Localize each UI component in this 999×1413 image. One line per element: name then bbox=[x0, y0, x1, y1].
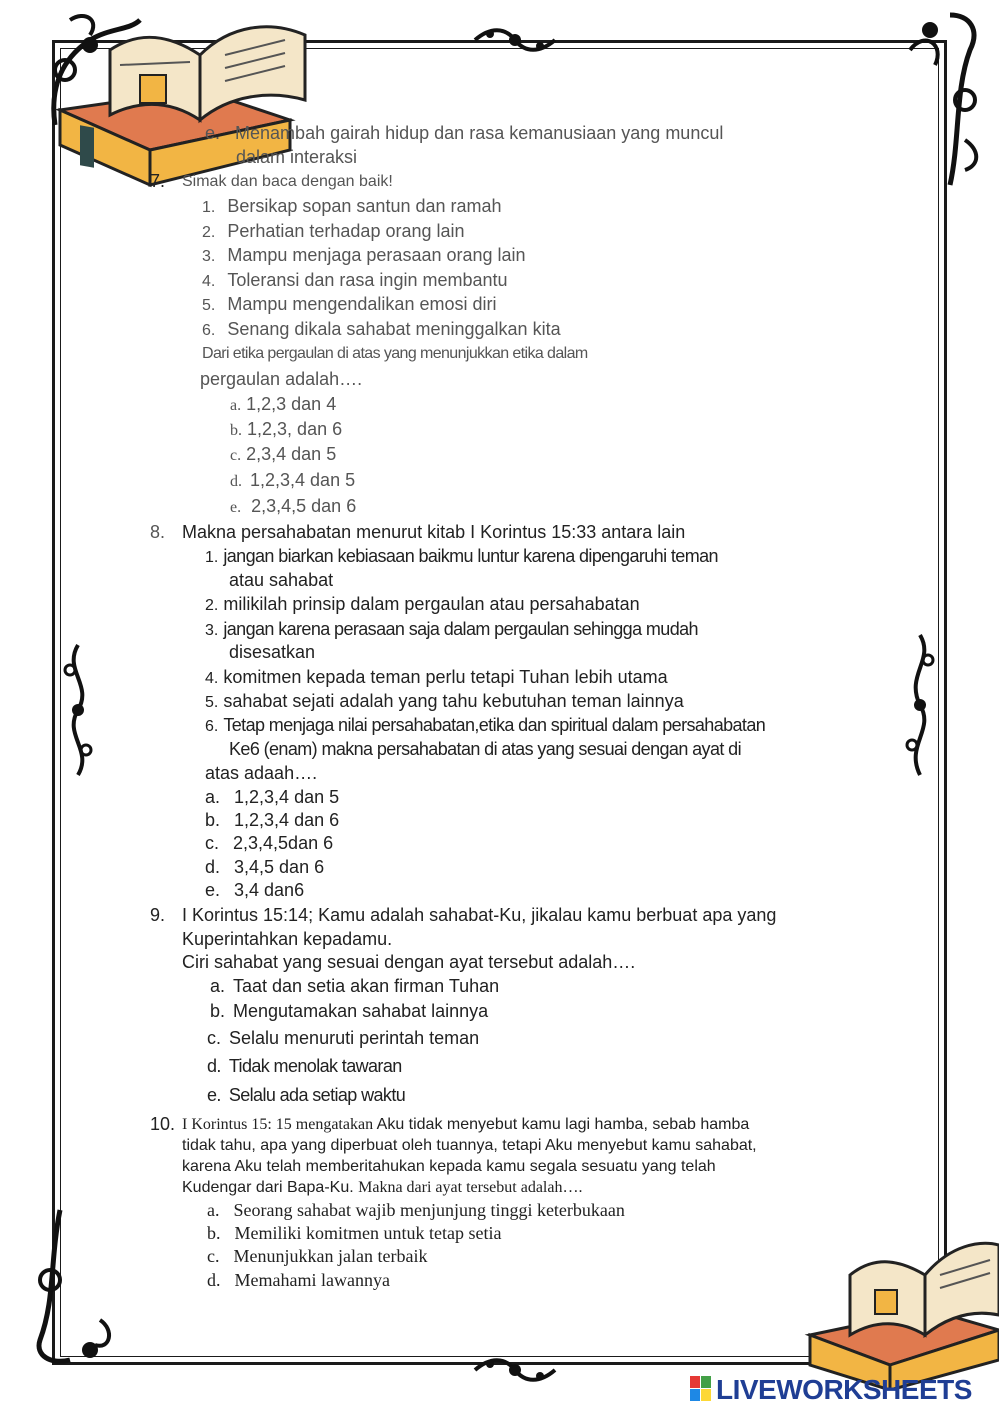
q10-option[interactable]: a. Seorang sahabat wajib menjunjung tinggi keterbukaan bbox=[207, 1200, 625, 1220]
q8-number: 8. bbox=[150, 522, 166, 542]
corner-ornament-bottom-left bbox=[20, 1200, 140, 1370]
q7-item: 4. Toleransi dan rasa ingin membantu bbox=[202, 270, 508, 290]
q8-option[interactable]: c. 2,3,4,5dan 6 bbox=[205, 833, 334, 853]
q7-option[interactable]: e. 2,3,4,5 dan 6 bbox=[230, 496, 357, 516]
q9-line2: Kuperintahkan kepadamu. bbox=[182, 929, 393, 949]
q8-item: 1. jangan biarkan kebiasaan baikmu luntur karena dipengaruhi teman bbox=[205, 546, 718, 566]
q7-option[interactable]: a. 1,2,3 dan 4 bbox=[230, 394, 337, 414]
q8-item-continued: atau sahabat bbox=[229, 570, 334, 590]
q8-option[interactable]: d. 3,4,5 dan 6 bbox=[205, 857, 325, 877]
top-center-ornament bbox=[470, 22, 560, 58]
q7-number: 7. bbox=[150, 171, 166, 191]
q9-option[interactable]: e. Selalu ada setiap waktu bbox=[207, 1085, 406, 1105]
q7-prompt: Simak dan baca dengan baik! bbox=[182, 173, 393, 190]
q8-item: 3. jangan karena perasaan saja dalam pergaulan sehingga mudah bbox=[205, 619, 698, 639]
option-text: Menambah gairah hidup dan rasa kemanusiaan yang muncul bbox=[235, 123, 724, 143]
q8-question-line1: Ke6 (enam) makna persahabatan di atas yang sesuai dengan ayat di bbox=[229, 739, 741, 759]
q7-item: 6. Senang dikala sahabat meninggalkan kita bbox=[202, 319, 561, 339]
q8-item: 2. milikilah prinsip dalam pergaulan atau persahabatan bbox=[205, 594, 640, 614]
q9-option[interactable]: c. Selalu menuruti perintah teman bbox=[207, 1028, 480, 1048]
q7-option[interactable]: c. 2,3,4 dan 5 bbox=[230, 444, 337, 464]
q9-line1: I Korintus 15:14; Kamu adalah sahabat-Ku, jikalau kamu berbuat apa yang bbox=[182, 905, 777, 925]
q8-item-continued: disesatkan bbox=[229, 642, 316, 662]
q10-line3: karena Aku telah memberitahukan kepada kamu segala sesuatu yang telah bbox=[182, 1158, 716, 1175]
q7-option[interactable]: b. 1,2,3, dan 6 bbox=[230, 419, 343, 439]
q9-option[interactable]: b. Mengutamakan sahabat lainnya bbox=[210, 1001, 489, 1021]
q8-option[interactable]: a. 1,2,3,4 dan 5 bbox=[205, 787, 340, 807]
option-letter: e. bbox=[205, 123, 221, 143]
q8-prompt: Makna persahabatan menurut kitab I Korintus 15:33 antara lain bbox=[182, 522, 686, 542]
q9-option[interactable]: a. Taat dan setia akan firman Tuhan bbox=[210, 976, 500, 996]
q8-item: 6. Tetap menjaga nilai persahabatan,etika dan spiritual dalam persahabatan bbox=[205, 715, 766, 735]
right-side-ornament bbox=[900, 630, 940, 780]
q8-option[interactable]: e. 3,4 dan6 bbox=[205, 880, 305, 900]
q7-option[interactable]: d. 1,2,3,4 dan 5 bbox=[230, 470, 356, 490]
q8-question-line2: atas adaah…. bbox=[205, 763, 318, 783]
q8-item: 5. sahabat sejati adalah yang tahu kebutuhan teman lainnya bbox=[205, 691, 684, 711]
left-side-ornament bbox=[58, 640, 98, 780]
q6-option-e-continued: dalam interaksi bbox=[236, 147, 358, 167]
q6-option-e bbox=[205, 122, 723, 144]
q7-question-line2: pergaulan adalah…. bbox=[200, 369, 363, 389]
q8-item: 4. komitmen kepada teman perlu tetapi Tuhan lebih utama bbox=[205, 667, 668, 687]
bottom-center-ornament bbox=[470, 1352, 560, 1388]
q10-line4: Kudengar dari Bapa-Ku. Makna dari ayat tersebut adalah…. bbox=[182, 1179, 583, 1196]
book-illustration-bottom-right bbox=[800, 1215, 999, 1390]
q9-number: 9. bbox=[150, 905, 166, 925]
q7-item: 5. Mampu mengendalikan emosi diri bbox=[202, 294, 497, 314]
q7-item: 2. Perhatian terhadap orang lain bbox=[202, 221, 465, 241]
liveworksheets-logo-text[interactable]: LIVEWORKSHEETS bbox=[716, 1374, 972, 1405]
q7-question-line1: Dari etika pergaulan di atas yang menunjukkan etika dalam bbox=[202, 345, 588, 362]
liveworksheets-logo-icon bbox=[690, 1376, 712, 1402]
q10-line1: I Korintus 15: 15 mengatakan Aku tidak menyebut kamu lagi hamba, sebab hamba bbox=[182, 1116, 750, 1133]
q10-number: 10. bbox=[150, 1114, 176, 1134]
q8-option[interactable]: b. 1,2,3,4 dan 6 bbox=[205, 810, 340, 830]
q10-option[interactable]: c. Menunjukkan jalan terbaik bbox=[207, 1246, 428, 1266]
q9-option[interactable]: d. Tidak menolak tawaran bbox=[207, 1056, 402, 1076]
q7-item: 1. Bersikap sopan santun dan ramah bbox=[202, 196, 502, 216]
q10-option[interactable]: b. Memiliki komitmen untuk tetap setia bbox=[207, 1223, 502, 1243]
q10-option[interactable]: d. Memahami lawannya bbox=[207, 1270, 390, 1290]
q9-line3: Ciri sahabat yang sesuai dengan ayat tersebut adalah…. bbox=[182, 952, 636, 972]
q10-line2: tidak tahu, apa yang diperbuat oleh tuannya, tetapi Aku menyebut kamu sahabat, bbox=[182, 1137, 757, 1154]
q7-item: 3. Mampu menjaga perasaan orang lain bbox=[202, 245, 526, 265]
corner-ornament-top-right bbox=[870, 0, 999, 190]
